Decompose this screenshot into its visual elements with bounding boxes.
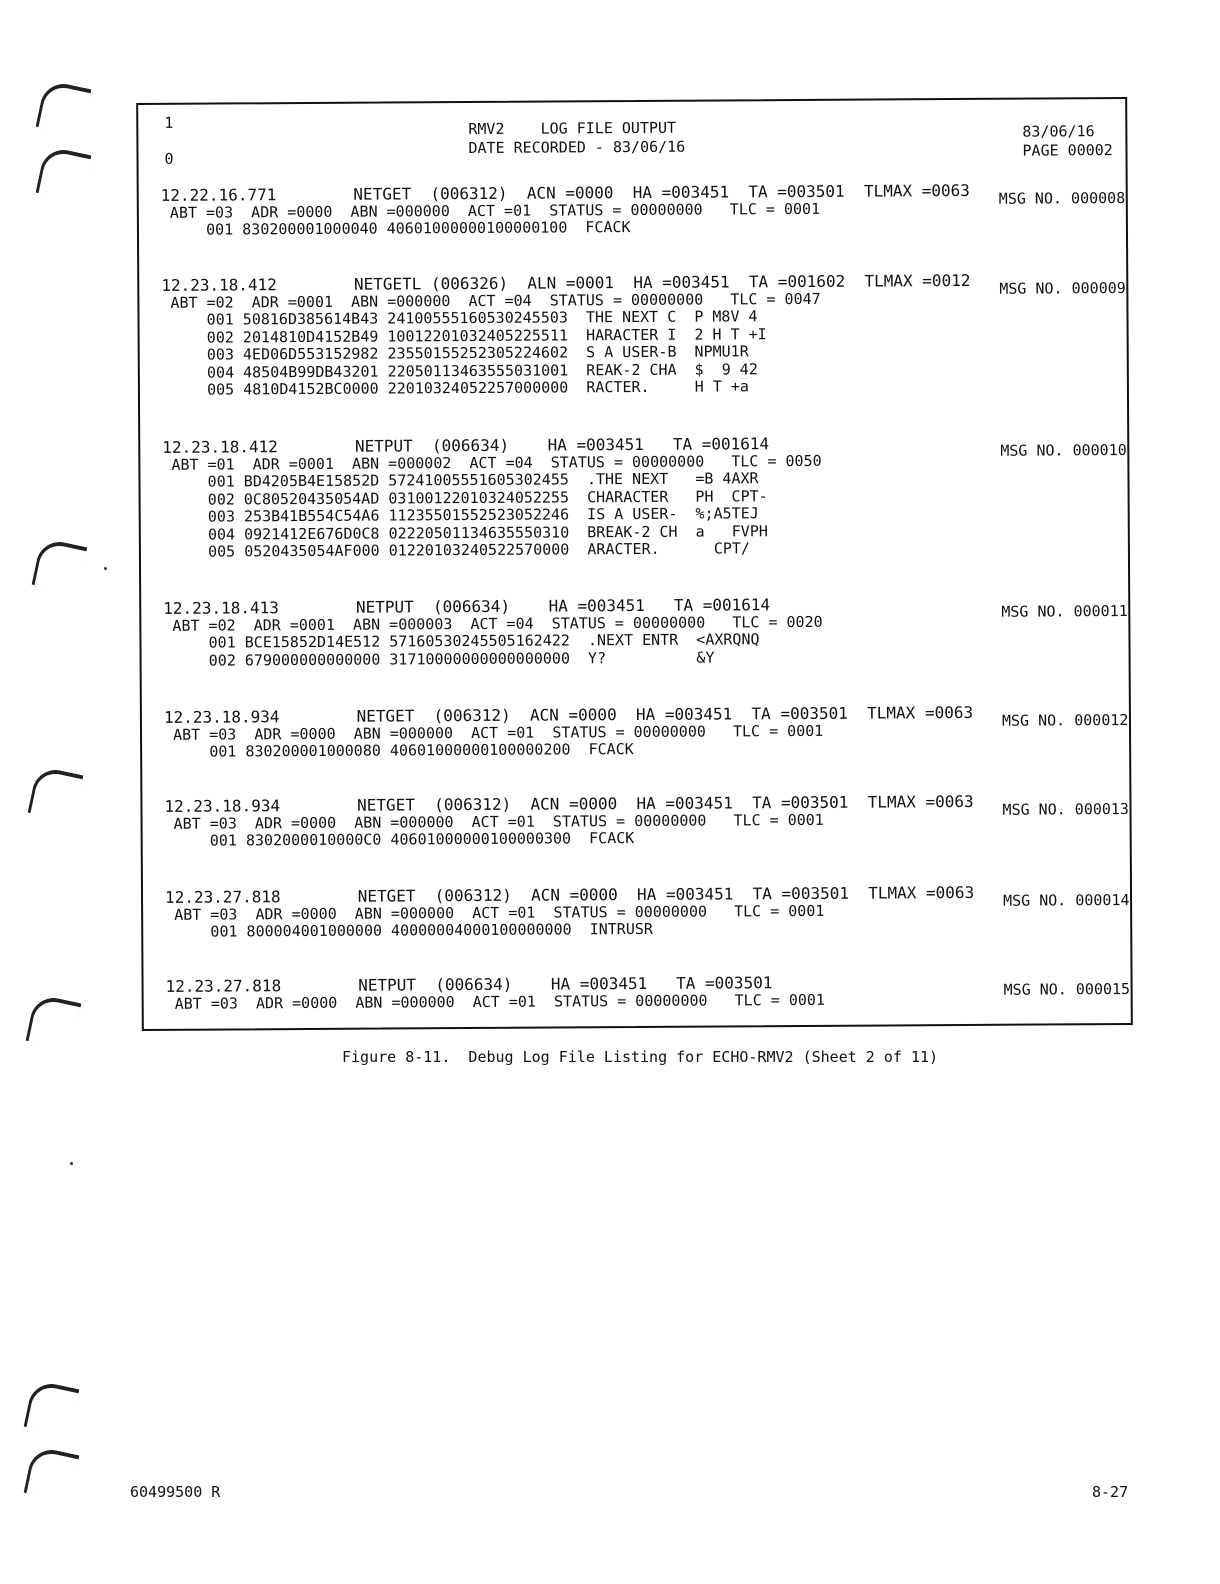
- binder-hole-mark: [24, 1380, 80, 1437]
- binder-hole-mark: [26, 994, 82, 1051]
- binder-hole-mark: [24, 1446, 80, 1503]
- entry-status-line: ABT =02 ADR =0001 ABN =000003 ACT =04 STATUS = 00000000 TLC = 0020: [163, 612, 823, 635]
- log-entry: [164, 791, 1129, 850]
- entry-msg-number: MSG NO. 000009: [999, 278, 1126, 298]
- entry-status-line: ABT =02 ADR =0001 ABN =000000 ACT =04 STATUS = 00000000 TLC = 0047: [161, 289, 821, 312]
- entry-msg-number: MSG NO. 000014: [1003, 890, 1130, 910]
- entry-data-line: 002 0C80520435054AD 03100122010324052255 CHARACTER PH CPT-: [162, 486, 768, 509]
- entry-msg-number: MSG NO. 000015: [1003, 979, 1131, 999]
- entry-data-line: 003 4ED06D553152982 23550155252305224602 S A USER-B NPMU1R: [161, 342, 749, 364]
- entry-data-line: 001 BCE15852D14E512 57160530245505162422 .NEXT ENTR <AXRQNQ: [163, 630, 760, 652]
- entry-timestamp-line: 12.23.18.412 NETGETL (006326) ALN =0001 HA =003451 TA =001602 TLMAX =0012: [161, 270, 971, 295]
- entry-data-line: 004 48504B99DB43201 22050113463555031001 REAK-2 CHA $ 9 42: [161, 359, 758, 382]
- entry-timestamp-line: 12.23.18.412 NETPUT (006634) HA =003451 TA =001614: [162, 434, 770, 457]
- entry-status-line: ABT =03 ADR =0000 ABN =000000 ACT =01 STATUS = 00000000 TLC = 0001: [165, 901, 825, 924]
- entry-status-line: ABT =03 ADR =0000 ABN =000000 ACT =01 STATUS = 00000000 TLC = 0001: [163, 721, 824, 744]
- figure-caption: Figure 8-11. Debug Log File Listing for ECHO-RMV2 (Sheet 2 of 11): [342, 1048, 939, 1066]
- entry-timestamp-line: 12.23.27.818 NETPUT (006634) HA =003451 TA =003501: [165, 973, 773, 996]
- log-entry: [165, 973, 1131, 1013]
- entry-data-line: 003 253B41B554C54A6 11235501552523052246 IS A USER- %;A5TEJ: [162, 504, 759, 526]
- doc-number: 60499500 R: [130, 1483, 221, 1501]
- log-entry: [162, 434, 1127, 562]
- page-number: 8-27: [1092, 1483, 1129, 1501]
- entry-status-line: ABT =03 ADR =0000 ABN =000000 ACT =01 STATUS = 00000000 TLC = 0001: [160, 199, 821, 222]
- header-page: PAGE 00002: [1022, 141, 1113, 160]
- entry-data-line: 005 0520435054AF000 01220103240522570000 ARACTER. CPT/: [162, 539, 750, 561]
- entry-data-line: 002 2014810D4152B49 10012201032405225511 HARACTER I 2 H T +I: [161, 324, 767, 347]
- entry-timestamp-line: 12.23.18.934 NETGET (006312) ACN =0000 HA =003451 TA =003501 TLMAX =0063: [164, 791, 974, 816]
- entry-msg-number: MSG NO. 000012: [1001, 710, 1129, 730]
- log-entry: [163, 702, 1129, 761]
- entry-status-line: ABT =03 ADR =0000 ABN =000000 ACT =01 STATUS = 00000000 TLC = 0001: [165, 990, 825, 1013]
- entry-data-line: 001 50816D385614B43 24100555160530245503 THE NEXT C P M8V 4: [161, 307, 758, 329]
- entry-data-line: 002 679000000000000 31710000000000000000 Y? &Y: [163, 648, 715, 670]
- entry-timestamp-line: 12.23.27.818 NETGET (006312) ACN =0000 HA =003451 TA =003501 TLMAX =0063: [164, 882, 975, 907]
- entry-msg-number: MSG NO. 000011: [1001, 601, 1128, 621]
- entry-msg-number: MSG NO. 000008: [998, 188, 1126, 208]
- header-left-top: 1: [164, 113, 174, 132]
- binder-hole-mark: [28, 766, 84, 823]
- entry-status-line: ABT =03 ADR =0000 ABN =000000 ACT =01 STATUS = 00000000 TLC = 0001: [164, 810, 824, 833]
- header-title: RMV2 LOG FILE OUTPUT: [468, 118, 677, 139]
- entry-status-line: ABT =01 ADR =0001 ABN =000002 ACT =04 STATUS = 00000000 TLC = 0050: [162, 451, 822, 474]
- entry-data-line: 001 830200001000040 40601000000100000100 FCACK: [160, 218, 631, 239]
- speck: [104, 567, 107, 570]
- entry-data-line: 004 0921412E676D0C8 02220501134635550310 BREAK-2 CH a FVPH: [162, 521, 768, 544]
- log-listing-frame: [136, 97, 1133, 1031]
- entry-timestamp-line: 12.23.18.413 NETPUT (006634) HA =003451 TA =001614: [163, 595, 771, 618]
- header-date-recorded: DATE RECORDED - 83/06/16: [468, 137, 686, 158]
- binder-hole-mark: [32, 538, 88, 595]
- entry-timestamp-line: 12.22.16.771 NETGET (006312) ACN =0000 HA =003451 TA =003501 TLMAX =0063: [160, 180, 970, 205]
- speck: [70, 1162, 73, 1165]
- entry-data-line: 005 4810D4152BC0000 22010324052257000000 RACTER. H T +a: [161, 377, 749, 399]
- log-entry: [164, 882, 1130, 941]
- entry-data-line: 001 830200001000080 40601000000100000200 FCACK: [164, 740, 634, 761]
- log-entry: [161, 270, 1126, 399]
- entry-data-line: 001 BD4205B4E15852D 57241005551605302455 .THE NEXT =B 4AXR: [162, 469, 759, 491]
- entry-msg-number: MSG NO. 000013: [1002, 799, 1129, 819]
- entry-data-line: 001 800004001000000 40000004000100000000 INTRUSR: [165, 919, 653, 941]
- binder-hole-mark: [36, 80, 92, 137]
- header-date: 83/06/16: [1022, 122, 1095, 141]
- log-entry: [160, 180, 1126, 239]
- entry-timestamp-line: 12.23.18.934 NETGET (006312) ACN =0000 HA =003451 TA =003501 TLMAX =0063: [163, 702, 974, 727]
- log-entry: [163, 595, 1128, 670]
- header-left-bottom: 0: [164, 149, 174, 168]
- entry-data-line: 001 8302000010000C0 40601000000100000300 FCACK: [164, 829, 635, 850]
- binder-hole-mark: [36, 146, 92, 203]
- entry-msg-number: MSG NO. 000010: [1000, 440, 1127, 460]
